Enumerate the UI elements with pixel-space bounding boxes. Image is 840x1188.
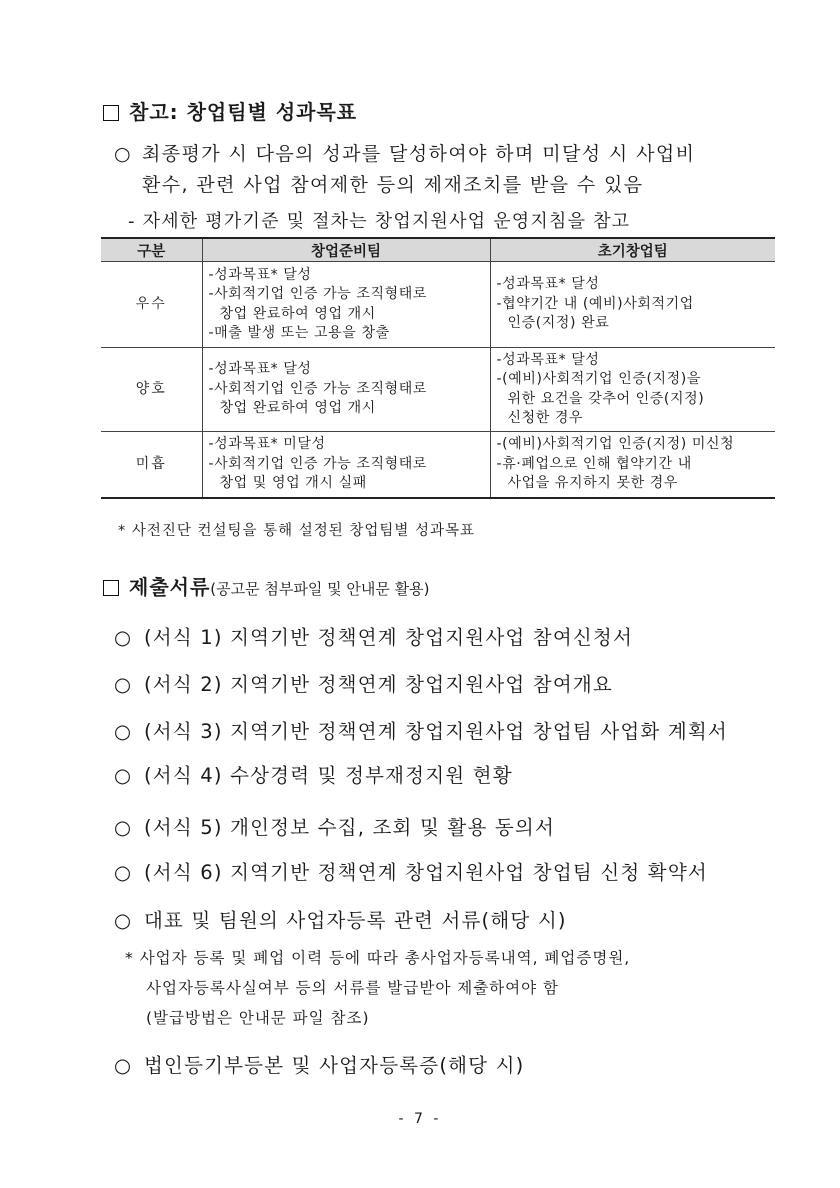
circle-bullet-icon: ○ — [114, 626, 133, 649]
circle-bullet-icon: ○ — [114, 861, 133, 884]
performance-target-table — [101, 237, 775, 499]
list-item — [114, 1050, 524, 1078]
prep-team-cell — [202, 348, 490, 432]
cell-line: -성과목표* 달성 — [208, 266, 312, 283]
circle-bullet-icon: ○ — [114, 143, 132, 165]
circle-bullet-icon: ○ — [114, 720, 133, 743]
list-item-text: 대표 및 팀원의 사업자등록 관련 서류(해당 시) — [144, 909, 567, 932]
list-item — [114, 622, 633, 650]
early-team-cell — [490, 432, 775, 498]
list-item-text: (서식 4) 수상경력 및 정부재정지원 현황 — [144, 764, 513, 787]
list-item-text: (서식 3) 지역기반 정책연계 창업지원사업 창업팀 사업화 계획서 — [144, 720, 728, 743]
cell-line: -휴·폐업으로 인해 협약기간 내 — [496, 455, 692, 472]
cell-line: 창업 완료하여 영업 개시 — [219, 400, 376, 417]
grade-cell: 우수 — [101, 262, 202, 348]
cell-line: -사회적기업 인증 가능 조직형태로 — [208, 286, 428, 302]
header-grade: 구분 — [101, 238, 202, 262]
cell-line: -사회적기업 인증 가능 조직형태로 — [208, 455, 428, 472]
page-number: - 7 - — [398, 1111, 442, 1127]
list-item — [114, 760, 513, 788]
early-team-cell — [490, 262, 775, 348]
circle-bullet-icon: ○ — [114, 764, 133, 787]
cell-line: -사회적기업 인증 가능 조직형태로 — [208, 380, 428, 397]
cell-line: 창업 및 영업 개시 실패 — [219, 475, 367, 491]
section-heading-documents — [103, 571, 429, 600]
bullet-text-line2: 환수, 관련 사업 참여제한 등의 제재조치를 받을 수 있음 — [142, 174, 644, 196]
cell-line: -(예비)사회적기업 인증(지정) 미신청 — [496, 436, 735, 452]
grade-cell: 양호 — [101, 348, 202, 432]
cell-line: -(예비)사회적기업 인증(지정)을 — [496, 371, 701, 387]
list-item-text: (서식 6) 지역기반 정책연계 창업지원사업 창업팀 신청 확약서 — [144, 861, 708, 884]
cell-line: -협약기간 내 (예비)사회적기업 — [496, 295, 694, 312]
circle-bullet-icon: ○ — [114, 816, 133, 839]
square-bullet-icon — [103, 105, 119, 121]
circle-bullet-icon: ○ — [114, 1054, 133, 1077]
section-title: 참고: 창업팀별 성과목표 — [129, 100, 358, 124]
cell-line: 사업을 유지하지 못한 경우 — [507, 475, 679, 491]
bullet-text-line1: 최종평가 시 다음의 성과를 달성하여야 하며 미달성 시 사업비 — [142, 143, 696, 165]
cell-line: 신청한 경우 — [507, 410, 584, 426]
cell-line: -성과목표* 미달성 — [208, 436, 326, 452]
list-item-text: (서식 5) 개인정보 수집, 조회 및 활용 동의서 — [144, 816, 556, 839]
list-item-text: (서식 1) 지역기반 정책연계 창업지원사업 참여신청서 — [144, 626, 633, 649]
dash-note: - 자세한 평가기준 및 절차는 창업지원사업 운영지침을 참고 — [128, 211, 631, 232]
section-subtitle: (공고문 첨부파일 및 안내문 활용) — [210, 580, 430, 598]
table-row — [101, 262, 775, 348]
table-footnote: * 사전진단 컨설팅을 통해 설정된 창업팀별 성과목표 — [118, 523, 476, 539]
header-prep-team: 창업준비팀 — [202, 238, 490, 262]
prep-team-cell — [202, 262, 490, 348]
list-item — [114, 857, 708, 885]
early-team-cell — [490, 348, 775, 432]
list-item-text: 법인등기부등본 및 사업자등록증(해당 시) — [144, 1054, 525, 1077]
header-early-team: 초기창업팀 — [490, 238, 775, 262]
cell-line: 창업 완료하여 영업 개시 — [219, 305, 376, 322]
grade-cell: 미흡 — [101, 432, 202, 498]
list-item — [114, 812, 555, 840]
cell-line: -매출 발생 또는 고용을 창출 — [208, 325, 390, 341]
circle-bullet-icon: ○ — [114, 673, 133, 696]
cell-line: 인증(지정) 완료 — [507, 315, 610, 332]
cell-line: -성과목표* 달성 — [496, 276, 600, 293]
table-row — [101, 348, 775, 432]
cell-line: -성과목표* 달성 — [208, 361, 312, 378]
note-line: (발급방법은 안내문 파일 참조) — [146, 1009, 370, 1027]
circle-bullet-icon: ○ — [114, 909, 133, 932]
list-item — [114, 669, 613, 697]
table-header-row — [101, 238, 775, 262]
list-item — [114, 905, 567, 933]
bullet-paragraph — [114, 139, 695, 166]
note-line: 사업자등록사실여부 등의 서류를 발급받아 제출하여야 함 — [146, 979, 559, 997]
note-line: * 사업자 등록 및 폐업 이력 등에 따라 총사업자등록내역, 폐업증명원, — [125, 949, 631, 967]
list-item-text: (서식 2) 지역기반 정책연계 창업지원사업 참여개요 — [144, 673, 613, 696]
note-block — [125, 943, 630, 1033]
list-item — [114, 716, 728, 744]
cell-line: 위한 요건을 갖추어 인증(지정) — [507, 390, 705, 407]
cell-line: -성과목표* 달성 — [496, 351, 600, 368]
table-row — [101, 432, 775, 498]
square-bullet-icon — [103, 580, 119, 596]
section-heading-targets — [103, 96, 357, 125]
section-title: 제출서류 — [129, 575, 211, 599]
prep-team-cell — [202, 432, 490, 498]
